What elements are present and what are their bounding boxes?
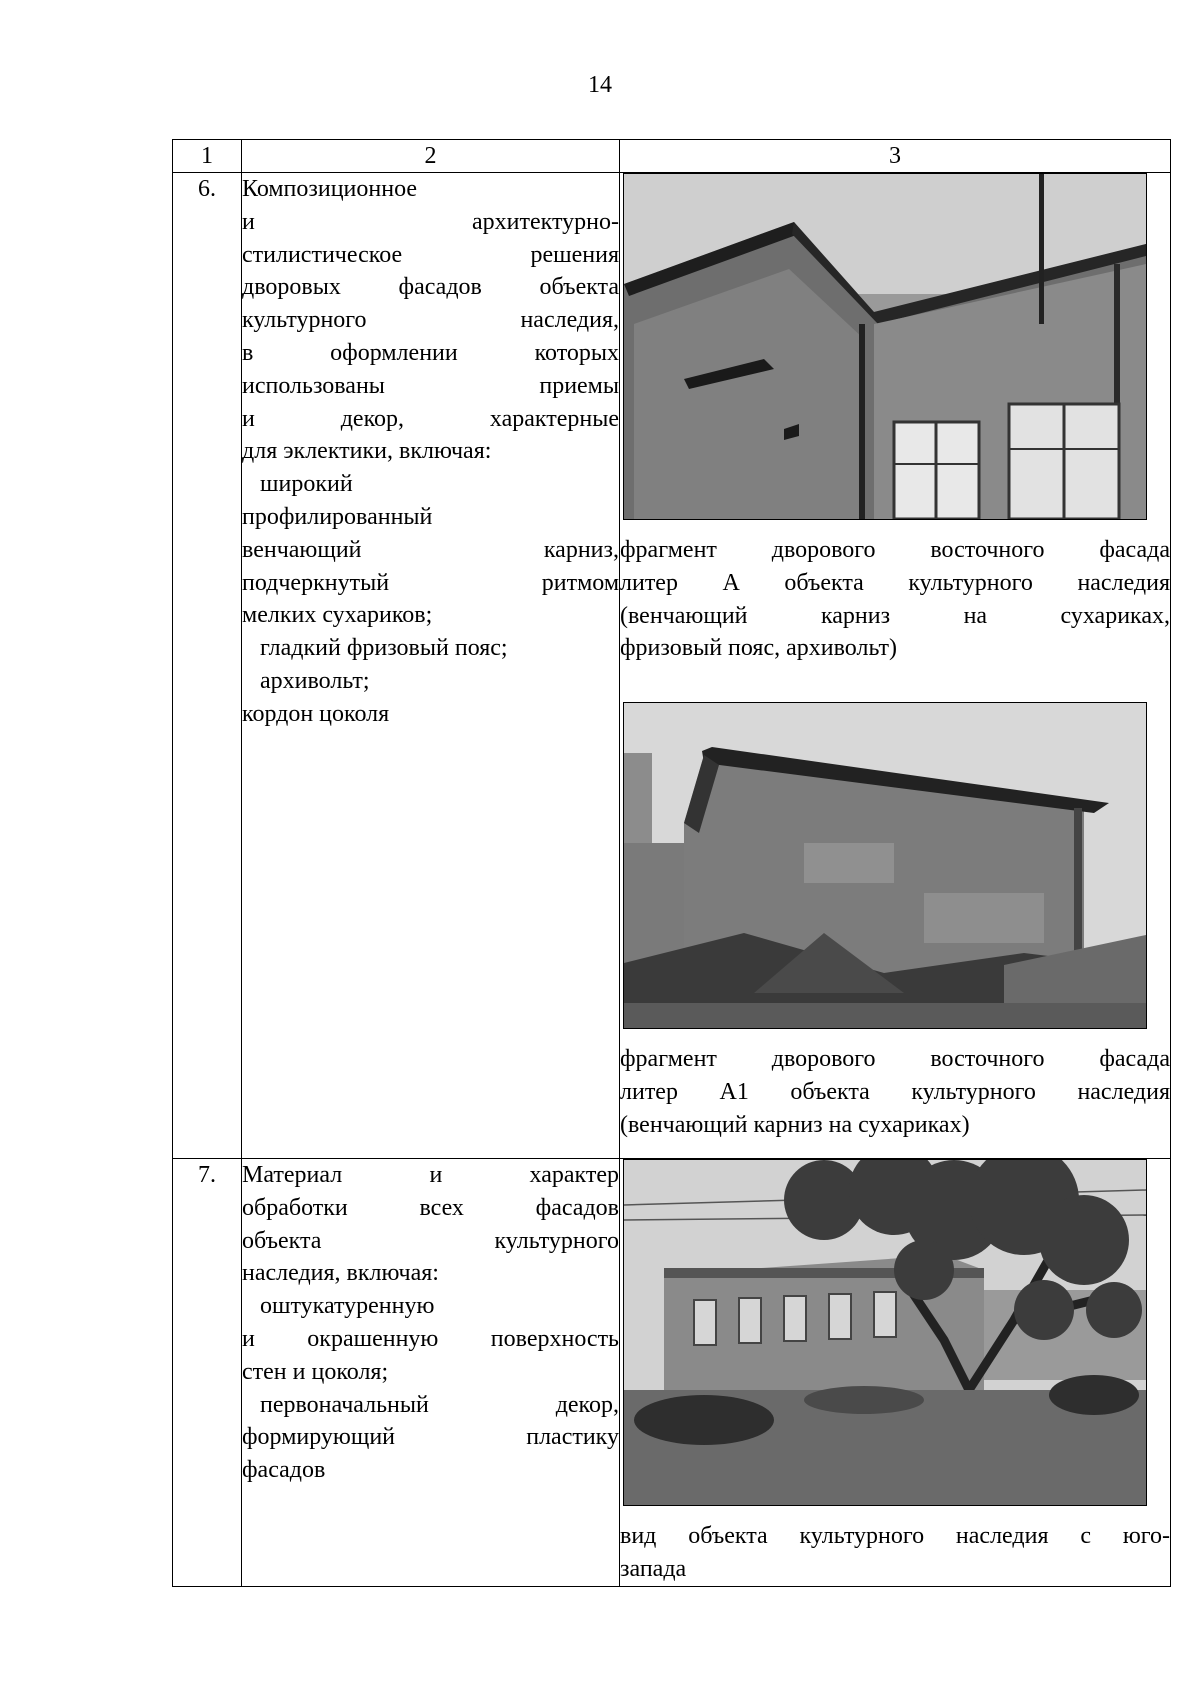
row-number: 7.: [173, 1159, 242, 1587]
desc-line: мелких сухариков;: [242, 602, 433, 629]
desc-line: культурного наследия,: [242, 307, 619, 334]
desc-line: использованы приемы: [242, 372, 619, 399]
desc-line: гладкий фризовый пояс;: [260, 635, 508, 662]
caption-line: литер А1 объекта культурного наследия: [620, 1078, 1170, 1105]
header-col-3: 3: [620, 140, 1171, 173]
row-images: [620, 1159, 1171, 1587]
desc-line: стилистическое решения: [242, 241, 619, 268]
desc-line: фасадов: [242, 1457, 326, 1484]
desc-line: венчающий карниз,: [242, 536, 619, 563]
desc-line: широкий: [260, 471, 353, 498]
desc-line: обработки всех фасадов: [242, 1194, 619, 1221]
heritage-elements-table: [172, 139, 1171, 1587]
header-col-1: 1: [173, 140, 242, 173]
table-row: [173, 1159, 1171, 1587]
desc-line: и архитектурно-: [242, 208, 619, 235]
desc-line: архивольт;: [260, 667, 370, 694]
desc-line: формирующий пластику: [242, 1424, 619, 1451]
desc-line: в оформлении которых: [242, 339, 619, 366]
caption-line: запада: [620, 1555, 687, 1582]
building-side-facade-photo: [623, 702, 1147, 1029]
header-col-2: 2: [242, 140, 620, 173]
row-description: [242, 1159, 620, 1587]
caption-line: (венчающий карниз на сухариках): [620, 1111, 970, 1138]
row-images: [620, 173, 1171, 1159]
desc-line: дворовых фасадов объекта: [242, 274, 619, 301]
desc-line: Материал и характер: [242, 1162, 619, 1188]
desc-line: стен и цоколя;: [242, 1358, 389, 1385]
table-header-row: [173, 140, 1171, 173]
street-view-building-photo: [623, 1159, 1147, 1506]
desc-line: профилированный: [242, 503, 433, 530]
desc-line: и окрашенную поверхность: [242, 1325, 619, 1352]
desc-line: подчеркнутый ритмом: [242, 569, 619, 596]
caption-line: фризовый пояс, архивольт): [620, 635, 897, 662]
photo-caption: [620, 1520, 1170, 1586]
desc-line: для эклектики, включая:: [242, 438, 492, 465]
photo-caption: [620, 1043, 1170, 1141]
table-row: [173, 173, 1171, 1159]
caption-line: литер А объекта культурного наследия: [620, 569, 1170, 596]
caption-line: фрагмент дворового восточного фасада: [620, 537, 1170, 563]
row-number: 6.: [173, 173, 242, 1159]
desc-line: кордон цоколя: [242, 700, 390, 727]
caption-line: фрагмент дворового восточного фасада: [620, 1046, 1170, 1073]
building-courtyard-facade-photo: [623, 173, 1147, 520]
desc-line: первоначальный декор,: [260, 1391, 619, 1418]
desc-line: Композиционное: [242, 176, 418, 202]
caption-line: вид объекта культурного наследия с юго-: [620, 1523, 1170, 1549]
page-number: 14: [588, 72, 612, 98]
desc-line: оштукатуренную: [260, 1293, 435, 1320]
desc-line: объекта культурного: [242, 1227, 619, 1254]
row-description: [242, 173, 620, 1159]
caption-line: (венчающий карниз на сухариках,: [620, 602, 1170, 629]
photo-caption: [620, 534, 1170, 665]
desc-line: и декор, характерные: [242, 405, 619, 432]
desc-line: наследия, включая:: [242, 1260, 439, 1287]
